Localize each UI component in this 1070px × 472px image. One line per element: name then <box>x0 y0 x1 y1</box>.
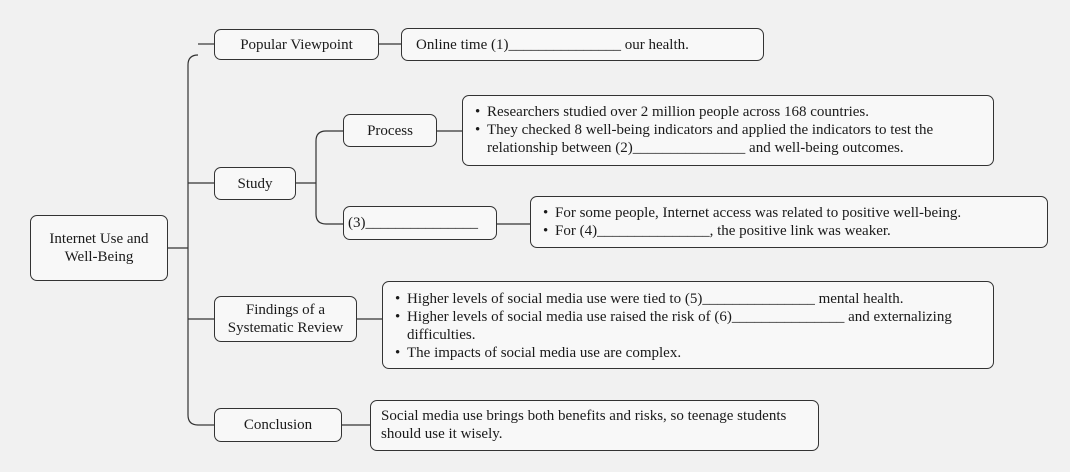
study-node: Study <box>214 167 296 200</box>
result-node: (3)_______________ <box>343 206 497 240</box>
process-point-1: • Researchers studied over 2 million people across 168 countries. <box>475 103 987 121</box>
study-subtrunk <box>316 131 326 224</box>
root-node: Internet Use and Well-Being <box>30 215 168 281</box>
process-detail <box>462 95 994 166</box>
result-point-2: • For (4)_______________, the positive link was weaker. <box>543 222 1047 240</box>
result-point-1: • For some people, Internet access was related to positive well-being. <box>543 204 1047 222</box>
conclusion-node: Conclusion <box>214 408 342 442</box>
result-detail <box>530 196 1048 248</box>
conclusion-detail: Social media use brings both benefits and risks, so teenage students should use it wisely. <box>370 400 819 451</box>
trunk-line <box>188 55 198 425</box>
findings-point-3: • The impacts of social media use are complex. <box>395 344 993 362</box>
findings-point-1: • Higher levels of social media use were tied to (5)_______________ mental health. <box>395 290 993 308</box>
process-node: Process <box>343 114 437 147</box>
findings-node: Findings of a Systematic Review <box>214 296 357 342</box>
popular-viewpoint-node: Popular Viewpoint <box>214 29 379 60</box>
process-point-2: • They checked 8 well-being indicators and applied the indicators to test the relationship between (2)_______________ and well-being outcomes. <box>475 121 987 157</box>
findings-point-2: • Higher levels of social media use raised the risk of (6)_______________ and externalizing difficulties. <box>395 308 993 344</box>
findings-detail <box>382 281 994 369</box>
popular-viewpoint-detail: Online time (1)_______________ our health. <box>401 28 764 61</box>
